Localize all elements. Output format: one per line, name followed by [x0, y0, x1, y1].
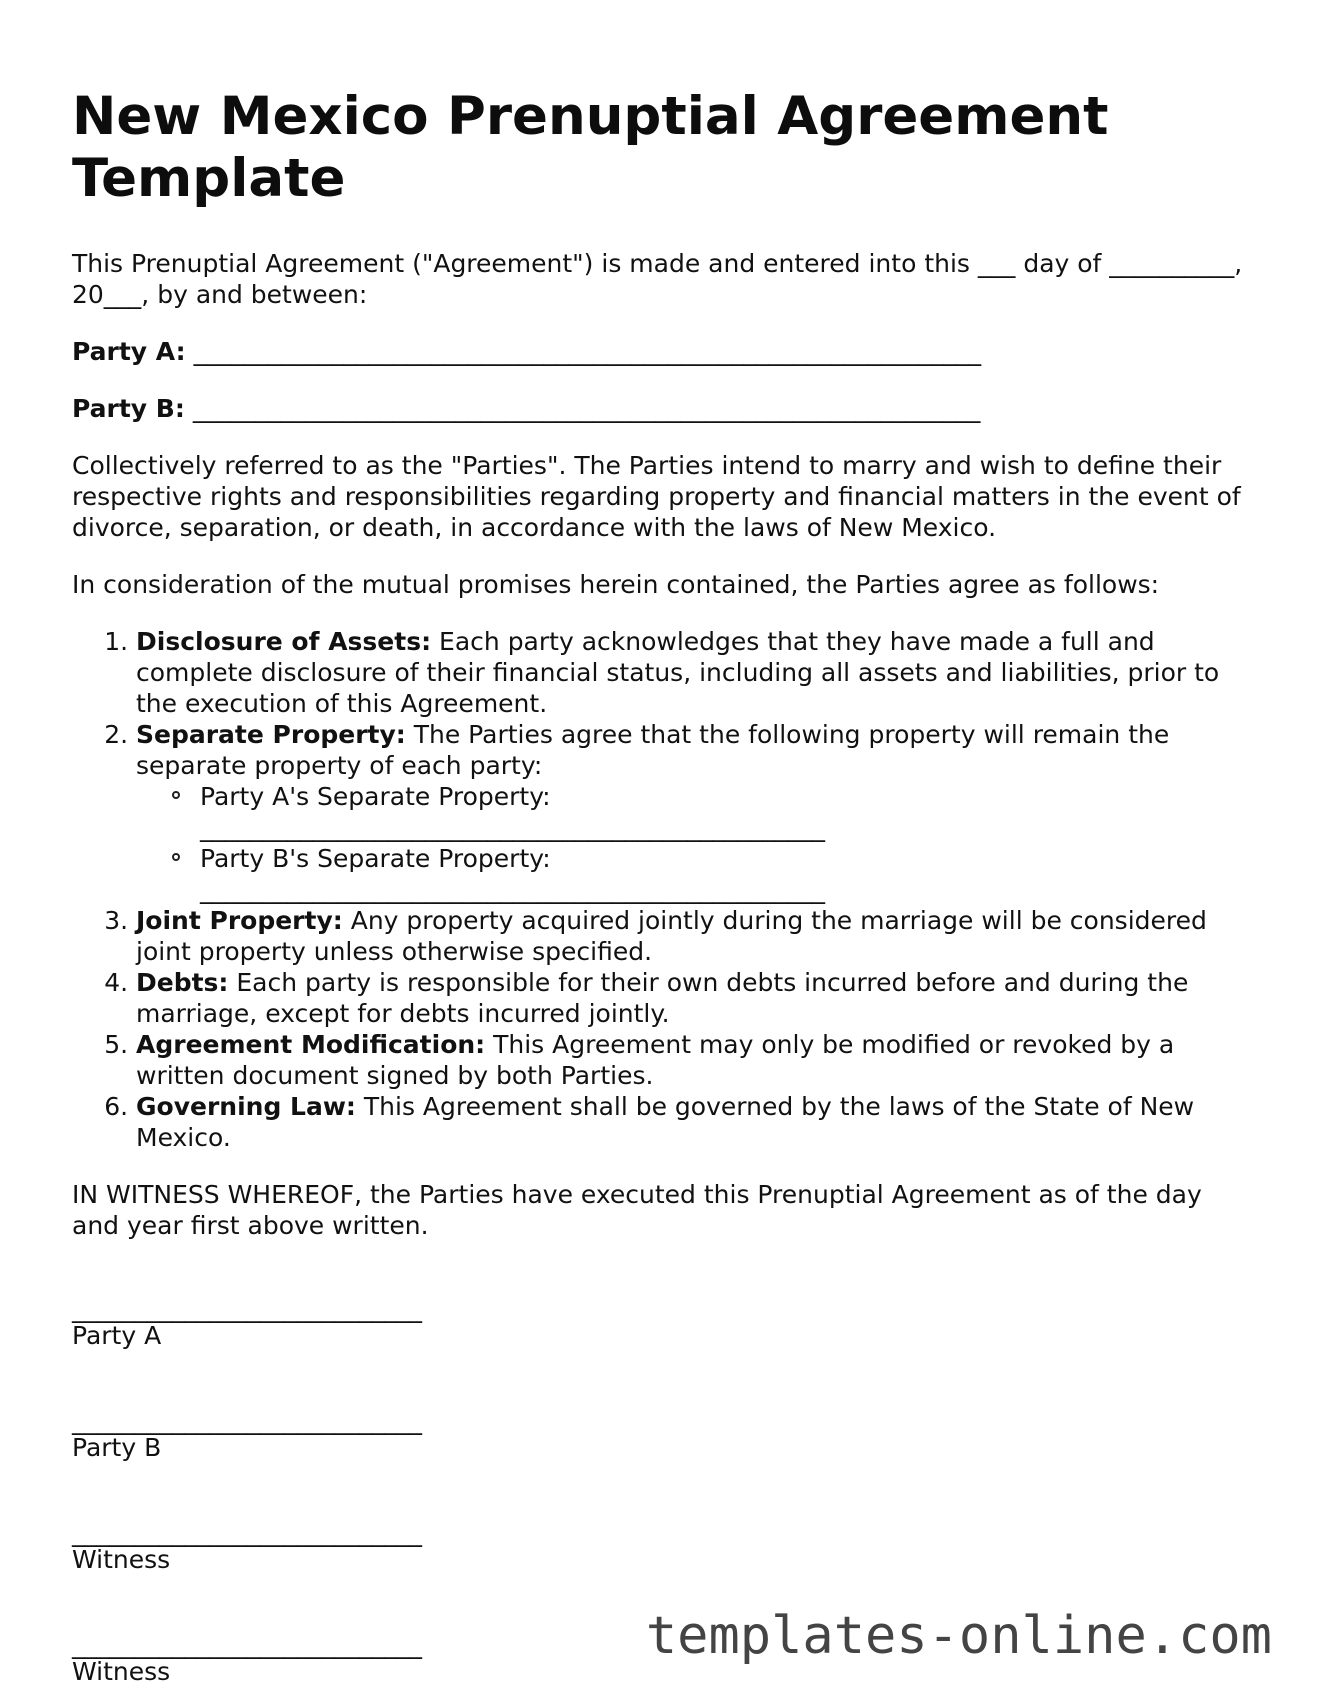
term-heading: Agreement Modification: — [136, 1030, 486, 1059]
document-title: New Mexico Prenuptial Agreement Template — [72, 86, 1109, 209]
term-text: The Parties agree that the following property will remain the separate property of each party: — [136, 720, 1170, 780]
separate-property-label: Party A's Separate Property: — [200, 782, 551, 811]
signature-party-b — [72, 1405, 1252, 1461]
signature-line: ____________________________ — [72, 1518, 422, 1547]
party-a-blank: _______________________________________________________________ — [193, 337, 982, 366]
signature-line: ____________________________ — [72, 1294, 422, 1323]
separate-property-item — [200, 781, 1252, 843]
term-item — [136, 1029, 1252, 1091]
term-heading: Governing Law: — [136, 1092, 356, 1121]
term-heading: Debts: — [136, 968, 229, 997]
signature-line: ____________________________ — [72, 1630, 422, 1659]
signature-label: Witness — [72, 1545, 171, 1574]
term-item — [136, 905, 1252, 967]
separate-property-blank: __________________________________________________ — [200, 813, 825, 842]
term-text: This Agreement shall be governed by the laws of the State of New Mexico. — [136, 1092, 1195, 1152]
signature-label: Party B — [72, 1433, 162, 1462]
term-text: Any property acquired jointly during the marriage will be considered joint property unless otherwise specified. — [136, 906, 1207, 966]
term-item — [136, 1091, 1252, 1153]
term-text: This Agreement may only be modified or revoked by a written document signed by both Parties. — [136, 1030, 1175, 1090]
separate-property-blank: __________________________________________________ — [200, 875, 825, 904]
watermark: templates-online.com — [645, 1606, 1272, 1666]
document-page — [72, 86, 1252, 1685]
term-item — [136, 626, 1252, 719]
party-b-blank: _______________________________________________________________ — [192, 394, 981, 423]
signature-witness-1 — [72, 1517, 1252, 1573]
term-heading: Separate Property: — [136, 720, 406, 749]
term-item — [136, 719, 1252, 905]
term-text: Each party is responsible for their own debts incurred before and during the marriage, except for debts incurred jointly. — [136, 968, 1189, 1028]
party-a-label: Party A: — [72, 337, 186, 366]
terms-list — [72, 626, 1252, 1153]
separate-property-label: Party B's Separate Property: — [200, 844, 551, 873]
signature-label: Witness — [72, 1657, 171, 1686]
party-b-label: Party B: — [72, 394, 185, 423]
witness-clause: IN WITNESS WHEREOF, the Parties have executed this Prenuptial Agreement as of the day and year first above written. — [72, 1180, 1202, 1240]
signature-label: Party A — [72, 1321, 162, 1350]
term-text: Each party acknowledges that they have made a full and complete disclosure of their financial status, including all assets and liabilities, prior to the execution of this Agreement. — [136, 627, 1220, 718]
term-heading: Joint Property: — [136, 906, 343, 935]
separate-property-list — [136, 781, 1252, 905]
term-item — [136, 967, 1252, 1029]
collectively-paragraph: Collectively referred to as the "Parties". The Parties intend to marry and wish to define their respective rights and responsibilities regarding property and financial matters in the event of divorce, separation, or death, in accordance with the laws of New Mexico. — [72, 451, 1241, 542]
party-b-line — [72, 393, 1252, 424]
term-heading: Disclosure of Assets: — [136, 627, 432, 656]
signature-line: ____________________________ — [72, 1406, 422, 1435]
consideration-paragraph: In consideration of the mutual promises herein contained, the Parties agree as follows: — [72, 570, 1160, 599]
separate-property-item — [200, 843, 1252, 905]
party-a-line — [72, 336, 1252, 367]
intro-paragraph: This Prenuptial Agreement ("Agreement") is made and entered into this ___ day of __________, 20___, by and between: — [72, 249, 1243, 309]
signature-party-a — [72, 1293, 1252, 1349]
circle-bullet-icon — [172, 791, 180, 799]
circle-bullet-icon — [172, 853, 180, 861]
